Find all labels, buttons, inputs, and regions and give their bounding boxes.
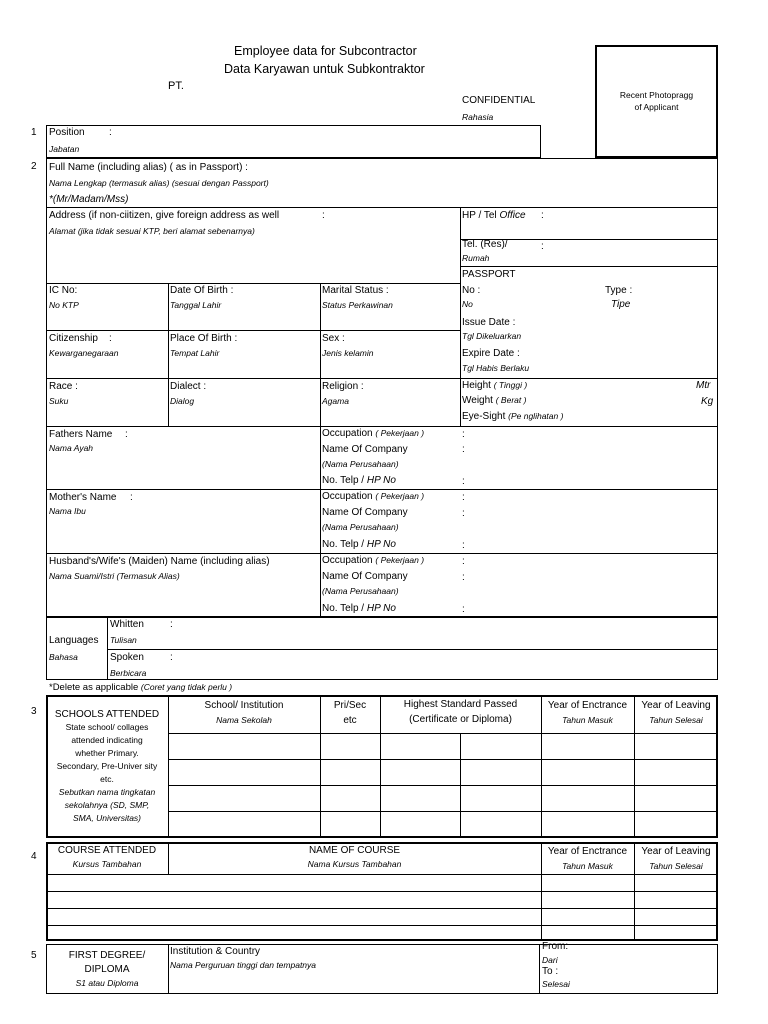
height-unit: Mtr: [696, 380, 711, 391]
spouse-occupation-colon: :: [462, 556, 465, 567]
course-leave-header: Year of Leaving: [641, 846, 711, 857]
schools-title: SCHOOLS ATTENDED: [54, 709, 160, 720]
confidential-id-label: Rahasia: [462, 112, 494, 122]
passport-type-label: Type :: [605, 285, 633, 296]
passport-no-label: No :: [462, 285, 481, 296]
father-company-label: Name Of Company: [322, 444, 408, 455]
course-enter-header: Year of Enctrance: [547, 846, 628, 857]
sex-label: Sex :: [322, 333, 345, 344]
mother-occupation-label: Occupation ( Pekerjaan ): [322, 491, 425, 502]
height-label: Height ( Tinggi ): [462, 380, 528, 391]
address-id-label: Alamat (jika tidak sesuai KTP, beri alamat sebenarnya): [49, 226, 255, 236]
dob-id-label: Tanggal Lahir: [170, 300, 222, 310]
position-colon: :: [109, 127, 112, 138]
spouse-company-colon: :: [462, 572, 465, 583]
mother-telp-label: No. Telp / HP No: [322, 539, 396, 550]
religion-label: Religion :: [322, 381, 364, 392]
address-label: Address (if non-ciitizen, give foreign address as well: [49, 210, 280, 221]
title-id: Data Karyawan untuk Subkontraktor: [224, 62, 425, 76]
col-enter-header: Year of Enctrance: [547, 700, 628, 711]
courses-title: COURSE ATTENDED: [57, 845, 157, 856]
schools-desc-3: whether Primary.: [75, 748, 139, 758]
institution-id-label: Nama Perguruan tinggi dan tempatnya: [170, 960, 317, 970]
position-label: Position: [49, 127, 85, 138]
father-occupation-colon: :: [462, 429, 465, 440]
photo-label-1: Recent Photopragg: [619, 90, 694, 100]
spouse-name-label: Husband's/Wife's (Maiden) Name (including alias): [49, 556, 270, 567]
spoken-label: Spoken: [110, 652, 144, 663]
written-label: Whitten: [110, 619, 144, 630]
spouse-occupation-label: Occupation ( Pekerjaan ): [322, 555, 425, 566]
issue-date-id-label: Tgl Dikeluarkan: [462, 331, 522, 341]
to-label: To :: [542, 966, 559, 977]
row-number-5: 5: [31, 950, 37, 961]
race-id-label: Suku: [49, 396, 69, 406]
ic-id-label: No KTP: [49, 300, 79, 310]
col-course-id-header: Nama Kursus Tambahan: [307, 859, 402, 869]
expire-date-id-label: Tgl Habis Berlaku: [462, 363, 530, 373]
citizenship-label: Citizenship: [49, 333, 98, 344]
father-company-id-label: (Nama Perusahaan): [322, 459, 399, 469]
spoken-colon: :: [170, 652, 173, 663]
schools-desc-2: attended indicating: [71, 735, 143, 745]
col-leave-id-header: Tahun Selesai: [649, 715, 703, 725]
spoken-id-label: Berbicara: [110, 668, 147, 678]
father-occupation-label: Occupation ( Pekerjaan ): [322, 428, 425, 439]
father-name-label: Fathers Name: [49, 429, 113, 440]
col-school-id-header: Nama Sekolah: [216, 715, 272, 725]
dob-label: Date Of Birth :: [170, 285, 234, 296]
col-course-header: NAME OF COURSE: [308, 845, 401, 856]
citizenship-colon: :: [109, 333, 112, 344]
row-number-2: 2: [31, 161, 37, 172]
col-highest-header-2: (Certificate or Diploma): [409, 714, 512, 725]
spouse-company-id-label: (Nama Perusahaan): [322, 586, 399, 596]
degree-title-2: DIPLOMA: [84, 964, 130, 975]
row-number-4: 4: [31, 851, 37, 862]
schools-desc-id-3: SMA, Universitas): [72, 813, 141, 823]
title-options: *(Mr/Madam/Mss): [49, 194, 129, 205]
col-school-header: School/ Institution: [204, 700, 284, 711]
from-label: From:: [542, 941, 569, 952]
eyesight-label: Eye-Sight (Pe nglihatan ): [462, 411, 564, 422]
passport-type-id-label: Tipe: [611, 299, 631, 310]
schools-desc-id-1: Sebutkan nama tingkatan: [58, 787, 156, 797]
photo-box[interactable]: [595, 45, 718, 158]
schools-desc-1: State school/ collages: [65, 722, 149, 732]
schools-desc-5: etc.: [100, 774, 114, 784]
father-name-colon: :: [125, 429, 128, 440]
spouse-telp-colon: :: [462, 604, 465, 615]
mother-occupation-colon: :: [462, 492, 465, 503]
spouse-telp-label: No. Telp / HP No: [322, 603, 396, 614]
col-prisec-header-2: etc: [343, 715, 357, 726]
schools-desc-id-2: sekolahnya (SD, SMP,: [64, 800, 150, 810]
religion-id-label: Agama: [322, 396, 349, 406]
father-name-id-label: Nama Ayah: [49, 443, 94, 453]
col-highest-header-1: Highest Standard Passed: [403, 699, 518, 710]
sex-id-label: Jenis kelamin: [322, 348, 374, 358]
row-number-3: 3: [31, 706, 37, 717]
tel-res-colon: :: [541, 241, 544, 252]
mother-company-id-label: (Nama Perusahaan): [322, 522, 399, 532]
pt-label: PT.: [168, 80, 184, 92]
written-colon: :: [170, 619, 173, 630]
dialect-id-label: Dialog: [170, 396, 195, 406]
address-colon: :: [322, 210, 325, 221]
schools-desc-4: Secondary, Pre-Univer sity: [56, 761, 158, 771]
written-id-label: Tulisan: [110, 635, 137, 645]
mother-company-colon: :: [462, 508, 465, 519]
tel-res-label: Tel. (Res)/: [462, 239, 508, 250]
race-label: Race :: [49, 381, 78, 392]
to-id-label: Selesai: [542, 979, 570, 989]
tel-res-id-label: Rumah: [462, 253, 490, 263]
hp-label: HP / Tel Office: [462, 210, 526, 221]
mother-name-colon: :: [130, 492, 133, 503]
issue-date-label: Issue Date :: [462, 317, 516, 328]
position-id-label: Jabatan: [49, 144, 80, 154]
fullname-id-label: Nama Lengkap (termasuk alias) (sesuai dengan Passport): [49, 178, 269, 188]
ic-label: IC No:: [49, 285, 78, 296]
title-en: Employee data for Subcontractor: [234, 44, 417, 58]
col-prisec-header-1: Pri/Sec: [333, 700, 367, 711]
fullname-label: Full Name (including alias) ( as in Passport) :: [49, 162, 248, 173]
mother-company-label: Name Of Company: [322, 507, 408, 518]
father-telp-label: No. Telp / HP No: [322, 475, 396, 486]
position-field[interactable]: [46, 125, 541, 158]
mother-name-id-label: Nama Ibu: [49, 506, 86, 516]
weight-unit: Kg: [701, 396, 714, 407]
passport-no-id-label: No: [462, 299, 473, 309]
courses-title-id: Kursus Tambahan: [72, 859, 142, 869]
spouse-company-label: Name Of Company: [322, 571, 408, 582]
passport-heading: PASSPORT: [462, 269, 516, 280]
degree-title-1: FIRST DEGREE/: [68, 950, 146, 961]
marital-label: Marital Status :: [322, 285, 389, 296]
weight-label: Weight ( Berat ): [462, 395, 527, 406]
mother-telp-colon: :: [462, 540, 465, 551]
delete-note: *Delete as applicable (Coret yang tidak perlu ): [49, 682, 233, 693]
confidential-label: CONFIDENTIAL: [462, 95, 536, 106]
languages-id-label: Bahasa: [49, 652, 78, 662]
marital-id-label: Status Perkawinan: [322, 300, 393, 310]
col-enter-id-header: Tahun Masuk: [562, 715, 613, 725]
mother-name-label: Mother's Name: [49, 492, 117, 503]
father-company-colon: :: [462, 444, 465, 455]
pob-id-label: Tempat Lahir: [170, 348, 220, 358]
hp-colon: :: [541, 210, 544, 221]
col-leave-header: Year of Leaving: [641, 700, 711, 711]
photo-label-2: of Applicant: [634, 102, 679, 112]
course-leave-id-header: Tahun Selesai: [649, 861, 703, 871]
citizenship-id-label: Kewarganegaraan: [49, 348, 119, 358]
degree-title-id: S1 atau Diploma: [75, 978, 139, 988]
languages-label: Languages: [49, 635, 99, 646]
from-id-label: Dari: [542, 955, 558, 965]
pob-label: Place Of Birth :: [170, 333, 238, 344]
dialect-label: Dialect :: [170, 381, 207, 392]
institution-label: Institution & Country: [170, 946, 261, 957]
father-telp-colon: :: [462, 476, 465, 487]
course-enter-id-header: Tahun Masuk: [562, 861, 613, 871]
hp-office-label: Office: [499, 210, 526, 221]
spouse-name-id-label: Nama Suami/Istri (Termasuk Alias): [49, 571, 180, 581]
row-number-1: 1: [31, 127, 37, 138]
expire-date-label: Expire Date :: [462, 348, 520, 359]
